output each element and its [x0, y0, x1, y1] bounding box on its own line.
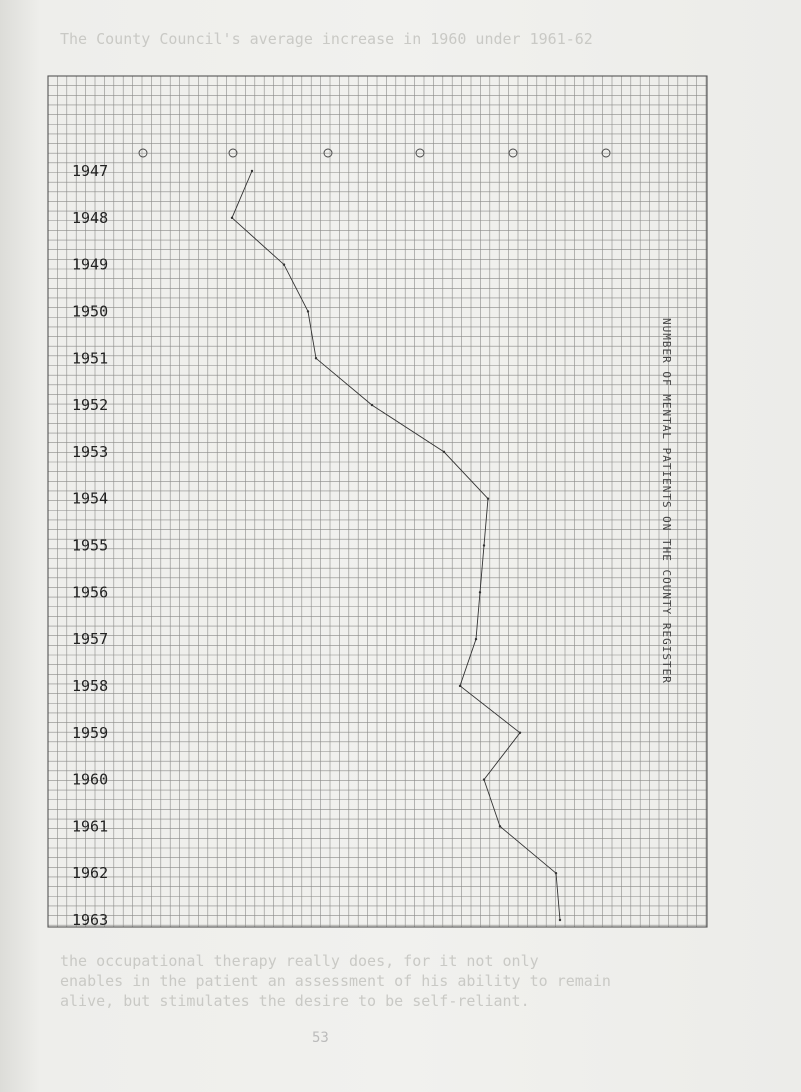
data-point — [315, 357, 317, 359]
year-label-1962: 1962 — [72, 864, 109, 883]
data-point — [459, 685, 461, 687]
year-label-1951: 1951 — [72, 349, 109, 368]
year-label-1952: 1952 — [72, 396, 109, 415]
year-label-1948: 1948 — [72, 208, 109, 227]
data-point — [559, 919, 561, 921]
grid — [48, 76, 707, 927]
bleed-through-text-line-2: enables in the patient an assessment of his ability to remain — [60, 972, 611, 990]
year-label-1963: 1963 — [72, 911, 109, 929]
data-point — [483, 778, 485, 780]
year-label-1950: 1950 — [72, 302, 109, 321]
year-label-1953: 1953 — [72, 442, 109, 461]
data-point — [475, 638, 477, 640]
data-point — [555, 872, 557, 874]
year-label-1954: 1954 — [72, 489, 109, 508]
data-point — [499, 825, 501, 827]
data-point — [307, 310, 309, 312]
page-number: 53 — [312, 1030, 329, 1046]
bleed-through-text-top: The County Council's average increase in 1960 under 1961-62 — [60, 30, 593, 48]
year-label-1947: 1947 — [72, 162, 109, 180]
data-point — [443, 451, 445, 453]
data-point — [251, 170, 253, 172]
year-label-1959: 1959 — [72, 723, 109, 742]
year-label-1955: 1955 — [72, 536, 109, 555]
data-point — [231, 217, 233, 219]
data-point — [283, 263, 285, 265]
data-point — [479, 591, 481, 593]
chart-frame — [48, 76, 707, 927]
data-point — [519, 732, 521, 734]
bleed-through-text-line-1: the occupational therapy really does, for it not only — [60, 952, 539, 970]
bleed-through-text-line-3: alive, but stimulates the desire to be self-reliant. — [60, 992, 530, 1010]
year-label-1949: 1949 — [72, 255, 109, 274]
year-label-1958: 1958 — [72, 676, 109, 695]
year-label-1957: 1957 — [72, 630, 109, 649]
year-labels — [72, 162, 108, 929]
data-point — [483, 544, 485, 546]
data-point — [487, 497, 489, 499]
year-label-1961: 1961 — [72, 817, 109, 836]
year-label-1956: 1956 — [72, 583, 109, 602]
side-axis-label: NUMBER OF MENTAL PATIENTS ON THE COUNTY REGISTER — [660, 318, 673, 684]
data-point — [371, 404, 373, 406]
year-label-1960: 1960 — [72, 770, 109, 789]
